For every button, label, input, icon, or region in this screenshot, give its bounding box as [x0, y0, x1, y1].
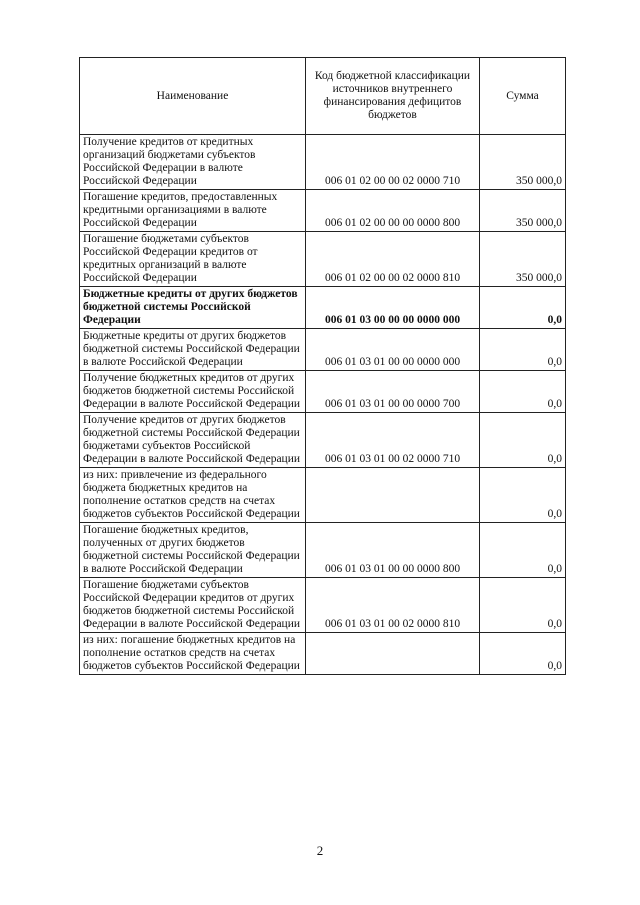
header-name: Наименование	[80, 58, 306, 135]
row-sum: 0,0	[480, 468, 566, 523]
table-row	[80, 468, 566, 523]
row-code: 006 01 03 00 00 00 0000 000	[306, 287, 480, 329]
row-code: 006 01 03 01 00 00 0000 800	[306, 523, 480, 578]
row-sum: 0,0	[480, 287, 566, 329]
row-name: Погашение бюджетами субъектов Российской Федерации кредитов от других бюджетов бюджетной системы Российской Федерации в валюте Российской Федерации	[80, 578, 306, 633]
row-name: Погашение бюджетных кредитов, полученных от других бюджетов бюджетной системы Российской Федерации в валюте Российской Федерации	[80, 523, 306, 578]
row-code	[306, 468, 480, 523]
row-name: Погашение кредитов, предоставленных кредитными организациями в валюте Российской Федерации	[80, 190, 306, 232]
row-name: Получение кредитов от кредитных организаций бюджетами субъектов Российской Федерации в валюте Российской Федерации	[80, 135, 306, 190]
row-sum: 0,0	[480, 633, 566, 675]
table-row	[80, 287, 566, 329]
header-sum: Сумма	[480, 58, 566, 135]
row-sum: 350 000,0	[480, 135, 566, 190]
budget-sources-table	[79, 57, 566, 675]
table-row	[80, 523, 566, 578]
row-name: Получение кредитов от других бюджетов бюджетной системы Российской Федерации бюджетами субъектов Российской Федерации в валюте Российской Федерации	[80, 413, 306, 468]
row-code: 006 01 03 01 00 00 0000 000	[306, 329, 480, 371]
table-row	[80, 413, 566, 468]
header-code: Код бюджетной классификации источников внутреннего финансирования дефицитов бюджетов	[306, 58, 480, 135]
table-row	[80, 633, 566, 675]
table-row	[80, 190, 566, 232]
row-code: 006 01 02 00 00 02 0000 710	[306, 135, 480, 190]
table-row	[80, 578, 566, 633]
row-sum: 350 000,0	[480, 232, 566, 287]
row-name: Получение бюджетных кредитов от других бюджетов бюджетной системы Российской Федерации в валюте Российской Федерации	[80, 371, 306, 413]
row-sum: 0,0	[480, 413, 566, 468]
table-header-row	[80, 58, 566, 135]
row-code: 006 01 03 01 00 02 0000 710	[306, 413, 480, 468]
row-sum: 0,0	[480, 371, 566, 413]
row-code: 006 01 02 00 00 00 0000 800	[306, 190, 480, 232]
row-code: 006 01 03 01 00 02 0000 810	[306, 578, 480, 633]
row-name: Бюджетные кредиты от других бюджетов бюджетной системы Российской Федерации в валюте Российской Федерации	[80, 329, 306, 371]
page-number: 2	[316, 843, 324, 858]
row-name: Погашение бюджетами субъектов Российской Федерации кредитов от кредитных организаций в валюте Российской Федерации	[80, 232, 306, 287]
row-code: 006 01 02 00 00 02 0000 810	[306, 232, 480, 287]
row-name: из них: погашение бюджетных кредитов на пополнение остатков средств на счетах бюджетов субъектов Российской Федерации	[80, 633, 306, 675]
row-code	[306, 633, 480, 675]
row-sum: 0,0	[480, 578, 566, 633]
row-name: Бюджетные кредиты от других бюджетов бюджетной системы Российской Федерации	[80, 287, 306, 329]
row-sum: 0,0	[480, 329, 566, 371]
row-sum: 350 000,0	[480, 190, 566, 232]
table-row	[80, 371, 566, 413]
table-row	[80, 135, 566, 190]
row-name: из них: привлечение из федерального бюджета бюджетных кредитов на пополнение остатков средств на счетах бюджетов субъектов Российской Федерации	[80, 468, 306, 523]
table-row	[80, 329, 566, 371]
table-row	[80, 232, 566, 287]
row-code: 006 01 03 01 00 00 0000 700	[306, 371, 480, 413]
row-sum: 0,0	[480, 523, 566, 578]
